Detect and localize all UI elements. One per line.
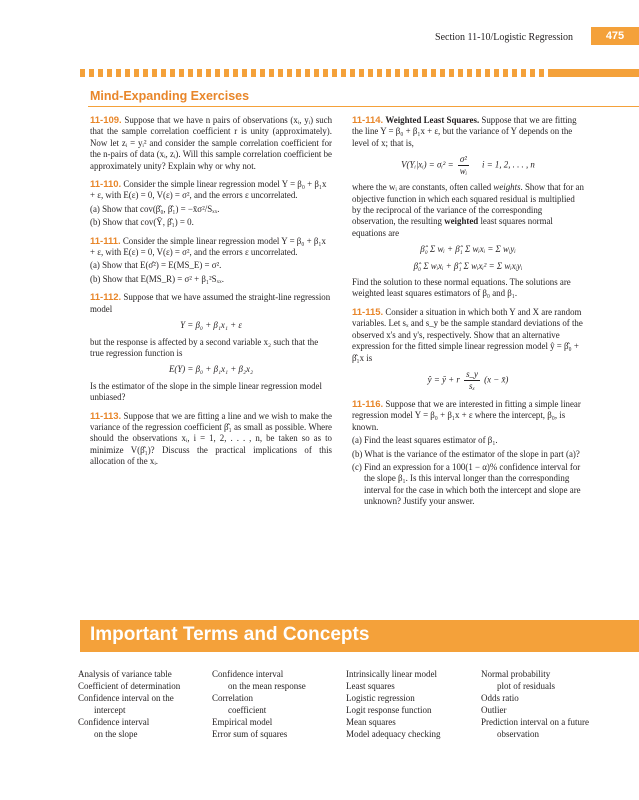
section-header: Section 11-10/Logistic Regression xyxy=(435,32,573,43)
exercise-heading: Weighted Least Squares. xyxy=(385,115,480,125)
term: Least squares xyxy=(346,681,395,691)
terms-column-2 xyxy=(212,668,306,740)
term: coefficient xyxy=(228,705,267,715)
exercise-text: Find the solution to these normal equations. The solutions are weighted least squares estimators of β₀ and β₁. xyxy=(352,277,571,299)
term: Confidence interval on the xyxy=(78,693,174,703)
term: Empirical model xyxy=(212,717,273,727)
exercise-number: 11-110. xyxy=(90,179,122,191)
exercise-text: where the wᵢ are constants, often called weights. Show that for an objective function in which each squared residual is multiplied by the reciprocal of the variance of the corresponding observation, the resulting weighted least squares normal equations are xyxy=(352,182,584,238)
term: Error sum of squares xyxy=(212,729,288,739)
exercise-text: Suppose that we have assumed the straight-line regression model xyxy=(90,292,331,314)
term: intercept xyxy=(94,705,126,715)
exercise-11-109 xyxy=(90,115,332,172)
exercise-number: 11-109. xyxy=(90,115,122,126)
part-a: (a) Find the least squares estimator of β₁. xyxy=(352,435,498,446)
exercise-11-116 xyxy=(352,399,584,508)
exercise-11-113 xyxy=(90,411,332,468)
exercise-11-114 xyxy=(352,115,584,300)
term: plot of residuals xyxy=(497,681,555,691)
term: Odds ratio xyxy=(481,693,519,703)
left-column xyxy=(90,115,332,475)
exercise-number: 11-112. xyxy=(90,292,122,304)
variance-equation: V(Yᵢ|xᵢ) = σᵢ² = $\frac{\text{σ²}}{\text{wᵢ}}$ i = 1, 2, . . . , n xyxy=(401,154,535,177)
term: observation xyxy=(497,729,539,739)
section-title: Mind-Expanding Exercises xyxy=(90,89,250,103)
term: on the mean response xyxy=(228,681,306,691)
terms-column-1 xyxy=(78,668,180,740)
term: on the slope xyxy=(94,729,138,739)
exercise-number: 11-111. xyxy=(90,235,121,247)
term: Analysis of variance table xyxy=(78,669,172,679)
decorative-dash-bar xyxy=(80,69,639,77)
term: Model adequacy checking xyxy=(346,729,441,739)
exercise-number: 11-115. xyxy=(352,306,384,318)
exercise-number: 11-116. xyxy=(352,398,384,410)
term: Prediction interval on a future xyxy=(481,717,589,727)
part-b: (b) Show that cov(Ȳ, β̂₁) = 0. xyxy=(90,217,194,228)
exercise-text: Suppose that we are fitting a line and we wish to make the variance of the regression coefficient β̂₁ as small as possible. Where should the observations xᵢ, i = 1, 2, . . . , n, be taken so as to minimize V(β̂₁)? Discuss the practical implications of this allocation of the xᵢ. xyxy=(90,410,333,467)
exercise-number: 11-113. xyxy=(90,410,122,422)
term: Correlation xyxy=(212,693,253,703)
exercise-11-111 xyxy=(90,236,332,286)
term: Coefficient of determination xyxy=(78,681,181,691)
exercise-text: but the response is affected by a second variable x₂ such that the true regression function is xyxy=(90,336,319,358)
term: Logistic regression xyxy=(346,693,415,703)
term: Outlier xyxy=(481,705,507,715)
exercise-text: Suppose that we have n pairs of observations (xᵢ, yᵢ) such that the sample correlation coefficient r is unity (approximately). Now let zᵢ = yᵢ² and consider the sample correlation coefficient for the n-pairs of data (xᵢ, zᵢ). Will this sample correlation coefficient be approximately unity? Explain why or why not. xyxy=(90,115,333,171)
part-c: (c) Find an expression for a 100(1 − α)% confidence interval for the slope β₁. Is this interval longer than the corresponding interval for the case in which both the intercept and slope are unknown? Justify your answer. xyxy=(352,461,581,507)
part-a: (a) Show that cov(β̂₀, β̂₁) = −x̄σ²/Sₓₓ. xyxy=(90,203,220,214)
exercise-11-110 xyxy=(90,179,332,229)
exercise-text: Is the estimator of the slope in the simple linear regression model unbiased? xyxy=(90,380,322,403)
title-rule xyxy=(88,106,639,107)
terms-banner xyxy=(80,620,639,652)
term: Confidence interval xyxy=(212,669,284,679)
normal-equation: β̂₀ Σ wᵢ + β̂₁ Σ wᵢxᵢ = Σ wᵢyᵢ xyxy=(420,244,516,255)
right-column xyxy=(352,115,584,515)
equation: Y = β₀ + β₁x₁ + ε xyxy=(180,320,242,331)
exercise-11-115 xyxy=(352,307,584,392)
term: Mean squares xyxy=(346,717,396,727)
terms-column-3 xyxy=(346,668,440,740)
equation: E(Y) = β₀ + β₁x₁ + β₂x₂ xyxy=(168,364,254,375)
exercise-text: Suppose that we are interested in fitting a simple linear regression model Y = β₀ + β₁x + ε where the intercept, β₀, is known. xyxy=(352,398,581,432)
part-a: (a) Show that E(σ̂²) = E(MS_E) = σ². xyxy=(90,260,222,271)
term: Logit response function xyxy=(346,705,432,715)
exercise-text: Consider the simple linear regression model Y = β₀ + β₁x + ε, with E(ε) = 0, V(ε) = σ², and the errors ε uncorrelated. xyxy=(90,179,327,201)
fitted-equation: ŷ = ȳ + r $\frac{s\_y}{\text{sₓ}}$ (x − x̄) xyxy=(427,368,509,391)
page-number: 475 xyxy=(591,27,639,45)
exercise-text: Consider the simple linear regression model Y = β₀ + β₁x + ε, with E(ε) = 0, V(ε) = σ², and the errors ε uncorrelated. xyxy=(90,235,326,258)
part-b: (b) What is the variance of the estimator of the slope in part (a)? xyxy=(352,448,580,459)
term: Normal probability xyxy=(481,669,551,679)
term: Confidence interval xyxy=(78,717,150,727)
term: Intrinsically linear model xyxy=(346,669,437,679)
terms-title: Important Terms and Concepts xyxy=(90,624,370,645)
part-b: (b) Show that E(MS_R) = σ² + β₁²Sₓₓ. xyxy=(90,273,224,284)
normal-equation: β̂₀ Σ wᵢxᵢ + β̂₁ Σ wᵢxᵢ² = Σ wᵢxᵢyᵢ xyxy=(413,260,523,271)
exercise-11-112 xyxy=(90,292,332,403)
exercise-number: 11-114. xyxy=(352,115,384,126)
exercise-text: Suppose that we are fitting the line Y = β₀ + β₁x + ε, but the variance of Y depends on the level of x; that is, xyxy=(352,115,577,148)
terms-column-4 xyxy=(481,668,589,740)
exercise-text: Consider a situation in which both Y and X are random variables. Let sₓ and s_y be the sample standard deviations of the observed x's and y's, respectively. Show that an alternative expression for the fitted simple linear regression model ŷ = β̂₀ + β̂₁x is xyxy=(352,306,583,363)
